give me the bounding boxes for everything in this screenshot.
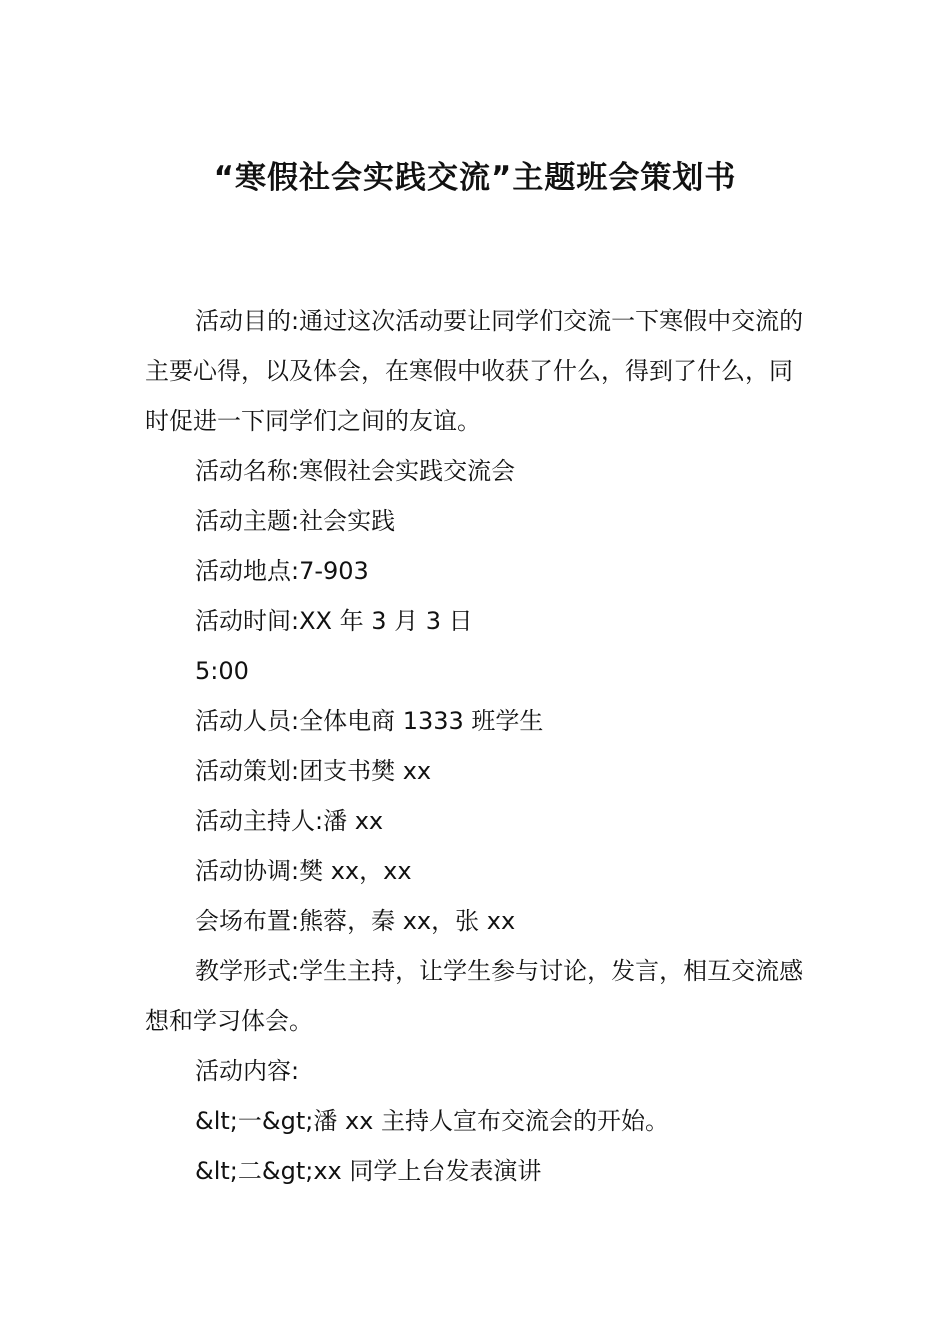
paragraph-purpose: 活动目的:通过这次活动要让同学们交流一下寒假中交流的主要心得，以及体会，在寒假中收获了什么，得到了什么，同时促进一下同学们之间的友谊。 [145, 307, 804, 435]
paragraph-activity-location: 活动地点:7-903 [195, 557, 369, 585]
paragraph-host: 活动主持人:潘 xx [195, 807, 384, 835]
paragraph-content-heading: 活动内容: [195, 1057, 300, 1085]
document-body [145, 296, 809, 1196]
paragraph-participants: 活动人员:全体电商 1333 班学生 [195, 707, 544, 735]
paragraph-activity-date: 活动时间:XX 年 3 月 3 日 [195, 607, 473, 635]
paragraph-content-item-2: &lt;二&gt;xx 同学上台发表演讲 [195, 1157, 542, 1185]
paragraph-teaching-format: 教学形式:学生主持，让学生参与讨论，发言，相互交流感想和学习体会。 [145, 957, 804, 1035]
paragraph-planner: 活动策划:团支书樊 xx [195, 757, 432, 785]
paragraph-activity-name: 活动名称:寒假社会实践交流会 [195, 457, 516, 485]
paragraph-venue-setup: 会场布置:熊蓉，秦 xx，张 xx [195, 907, 516, 935]
document-title: “寒假社会实践交流”主题班会策划书 [213, 160, 737, 196]
paragraph-activity-time: 5:00 [195, 657, 249, 685]
paragraph-activity-theme: 活动主题:社会实践 [195, 507, 396, 535]
paragraph-coordinator: 活动协调:樊 xx，xx [195, 857, 412, 885]
paragraph-content-item-1: &lt;一&gt;潘 xx 主持人宣布交流会的开始。 [195, 1107, 669, 1135]
